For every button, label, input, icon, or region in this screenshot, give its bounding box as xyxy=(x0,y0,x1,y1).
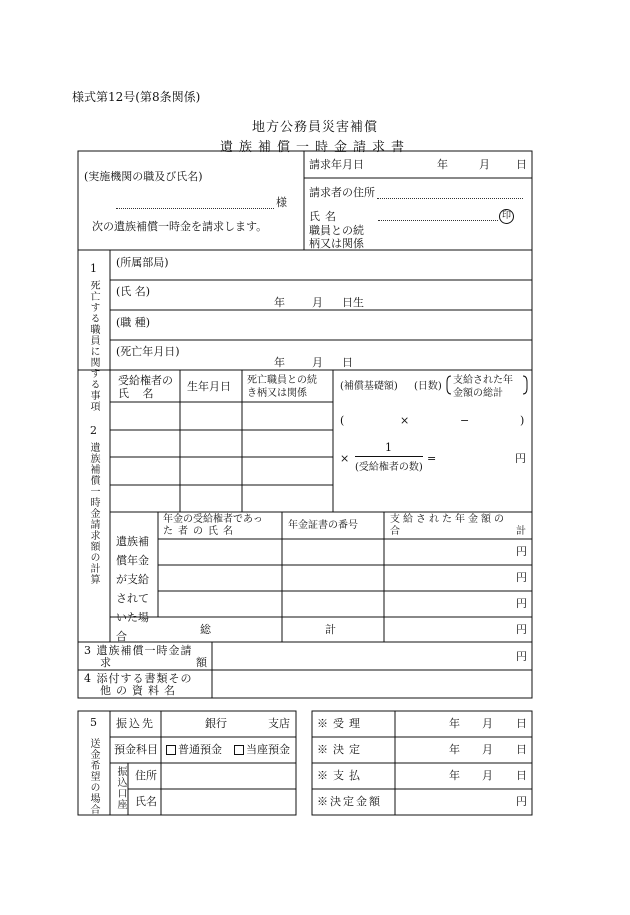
date-month: 月 xyxy=(479,158,490,171)
claimant-name-label: 氏名 xyxy=(309,210,341,223)
recipient-name-cells[interactable] xyxy=(110,402,180,512)
section2-number: 2 xyxy=(90,424,97,437)
section3-label-1: 3 遺族補償一時金請 xyxy=(84,644,193,657)
section3-label-2b: 額 xyxy=(196,656,207,669)
seal-icon: 印 xyxy=(499,209,514,224)
pension-case-line: が支給 xyxy=(116,573,149,586)
death-day: 日 xyxy=(342,356,353,369)
decided-month: 月 xyxy=(482,743,493,756)
section2-vertical-label: 遺族補償一時金請求額の計算 xyxy=(88,442,99,585)
decided-amount-yen: 円 xyxy=(516,795,527,808)
ordinary-option[interactable] xyxy=(166,743,222,757)
pension-case-line: いた場 xyxy=(116,611,149,624)
col-recipient-1: 受給権者の xyxy=(118,374,173,387)
calc-days: (日数) xyxy=(414,381,442,392)
date-day: 日 xyxy=(516,158,527,171)
account-address-label: 住所 xyxy=(135,769,157,782)
form-title-line1: 地方公務員災害補償 xyxy=(251,120,378,135)
decided-year: 年 xyxy=(449,743,460,756)
received-month: 月 xyxy=(482,717,493,730)
col-birth: 生年月日 xyxy=(187,380,231,393)
office-paid: ※支払 xyxy=(317,769,365,782)
total-label-1: 総 xyxy=(200,623,211,636)
relation-label-1: 職員との続 xyxy=(309,224,364,237)
death-date-label: (死亡年月日) xyxy=(116,345,180,358)
death-month: 月 xyxy=(312,356,323,369)
address-label: 請求者の住所 xyxy=(309,186,375,199)
section4-label-2: 他の資料名 xyxy=(100,684,180,697)
pension-case-line: 償年金 xyxy=(116,554,149,567)
pension-yen-2: 円 xyxy=(516,571,527,584)
total-label-2: 計 xyxy=(325,623,336,636)
total-yen: 円 xyxy=(516,623,527,636)
position-label: (職 種) xyxy=(116,316,151,329)
pen-col-total-2b: 計 xyxy=(516,526,526,537)
deceased-name-label: (氏 名) xyxy=(116,285,151,298)
calc-times-2: × xyxy=(340,452,350,465)
section5-vertical-label: 送金希望の場合 xyxy=(88,738,99,815)
col-relation-2: き柄又は関係 xyxy=(247,388,307,399)
sama-label: 様 xyxy=(276,196,287,209)
pension-case-line: されて xyxy=(116,592,149,605)
office-decided: ※決定 xyxy=(317,743,365,756)
paid-day: 日 xyxy=(516,769,527,782)
col-relation-1: 死亡職員との続 xyxy=(247,375,317,386)
fraction-bar xyxy=(355,456,423,457)
birth-year: 年 xyxy=(274,296,285,309)
current-option[interactable] xyxy=(234,743,290,757)
pen-col-total-2a: 合 xyxy=(390,526,400,537)
current-checkbox[interactable] xyxy=(234,745,244,755)
address-line[interactable] xyxy=(377,190,523,199)
calc-base: (補償基礎額) xyxy=(340,381,398,392)
birth-day-suffix: 日生 xyxy=(342,296,364,309)
calc-close-paren: ) xyxy=(520,414,525,427)
office-received: ※受理 xyxy=(317,717,365,730)
dept-label: (所属部局) xyxy=(116,256,169,269)
birth-month: 月 xyxy=(312,296,323,309)
claim-amount-field[interactable] xyxy=(212,642,510,670)
relation-cells[interactable] xyxy=(242,402,333,512)
form-title-line2: 遺族補償一時金請求書 xyxy=(219,140,410,155)
date-year: 年 xyxy=(437,158,448,171)
account-vertical-label: 振込口座 xyxy=(115,766,126,810)
pen-col-cert: 年金証書の番号 xyxy=(288,520,358,531)
received-day: 日 xyxy=(516,717,527,730)
death-year: 年 xyxy=(274,356,285,369)
account-name-label: 氏名 xyxy=(135,795,157,808)
attachments-field[interactable] xyxy=(212,670,532,698)
bank-label: 銀行 xyxy=(205,717,227,730)
received-year: 年 xyxy=(449,717,460,730)
calc-equals: = xyxy=(427,452,437,465)
section3-label-2a: 求 xyxy=(100,656,111,669)
pension-case-line: 合 xyxy=(116,630,127,643)
agency-label: (実施機関の職及び氏名) xyxy=(84,170,203,183)
calc-yen: 円 xyxy=(515,452,526,465)
section1-vertical-label: 死亡する職員に関する事項 xyxy=(88,280,99,412)
col-recipient-2: 氏 名 xyxy=(118,387,159,400)
agency-name-line[interactable] xyxy=(116,198,274,209)
calc-paid-2: 金額の総計 xyxy=(453,388,503,399)
paid-year: 年 xyxy=(449,769,460,782)
current-label: 当座預金 xyxy=(246,743,290,756)
section1-number: 1 xyxy=(90,262,97,275)
calc-times-1: × xyxy=(400,414,410,427)
calc-paid-1: 支給された年 xyxy=(453,375,513,386)
form-number: 様式第12号(第8条関係) xyxy=(72,90,201,104)
section3-yen: 円 xyxy=(516,650,527,663)
calc-open-paren: ( xyxy=(340,414,345,427)
decided-day: 日 xyxy=(516,743,527,756)
paid-month: 月 xyxy=(482,769,493,782)
deposit-type-label: 預金科目 xyxy=(114,743,158,756)
office-decided-amount: ※決定金額 xyxy=(317,795,382,808)
pension-yen-1: 円 xyxy=(516,545,527,558)
section5-number: 5 xyxy=(90,716,97,729)
pension-case-line: 遺族補 xyxy=(116,535,149,548)
pen-col-name-1: 年金の受給権者であっ xyxy=(163,514,263,525)
pen-col-name-2: た者の氏名 xyxy=(163,526,238,537)
branch-label: 支店 xyxy=(268,717,290,730)
ordinary-checkbox[interactable] xyxy=(166,745,176,755)
relation-label-2: 柄又は関係 xyxy=(309,237,364,250)
transfer-label: 振込先 xyxy=(116,717,155,730)
ordinary-label: 普通預金 xyxy=(178,743,222,756)
pension-case-label xyxy=(116,532,149,646)
claimant-name-line[interactable] xyxy=(378,212,498,221)
calc-minus: − xyxy=(460,414,470,427)
pension-yen-3: 円 xyxy=(516,597,527,610)
section4-label-1: 4 添付する書類その xyxy=(84,672,193,685)
calc-numerator: 1 xyxy=(385,441,392,454)
birth-date-cells[interactable] xyxy=(180,402,242,512)
calc-denominator: (受給権者の数) xyxy=(355,462,423,473)
date-label: 請求年月日 xyxy=(309,158,364,171)
pen-col-total-1: 支給された年金額の xyxy=(390,514,507,525)
request-statement: 次の遺族補償一時金を請求します。 xyxy=(92,220,268,233)
